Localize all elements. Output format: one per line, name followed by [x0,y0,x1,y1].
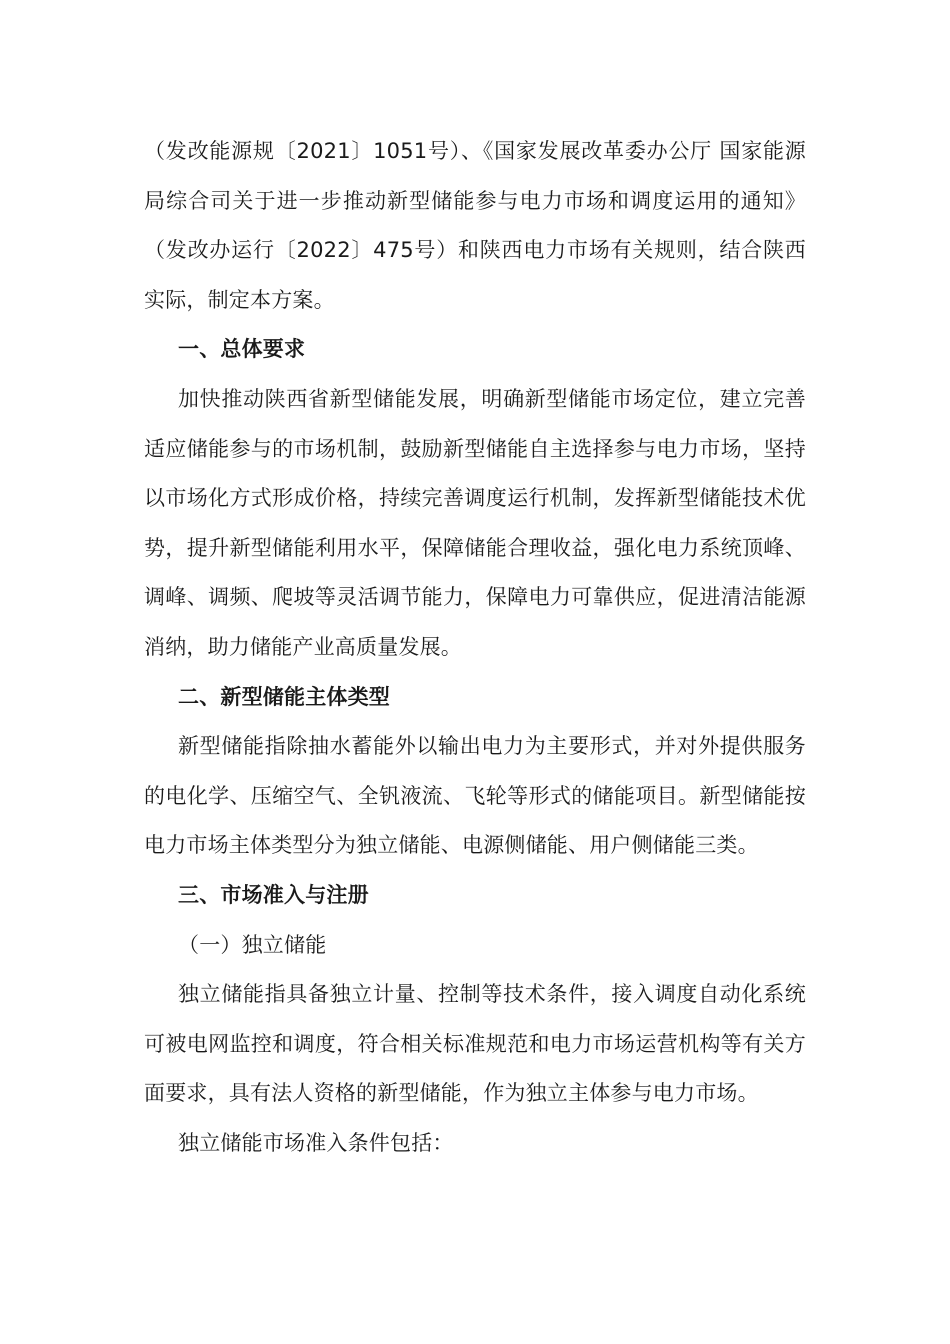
heading-storage-entity-types: 二、新型储能主体类型 [178,684,390,709]
paragraph-general-requirements: 加快推动陕西省新型储能发展，明确新型储能市场定位，建立完善适应储能参与的市场机制，鼓励新型储能自主选择参与电力市场，坚持以市场化方式形成价格，持续完善调度运行机制，发挥新型储能技术优势，提升新型储能利用水平，保障储能合理收益，强化电力系统顶峰、调峰、调频、爬坡等灵活调节能力，保障电力可靠供应，促进清洁能源消纳，助力储能产业高质量发展。 [144,386,806,659]
paragraph-independent-storage: 独立储能指具备独立计量、控制等技术条件，接入调度自动化系统可被电网监控和调度，符合相关标准规范和电力市场运营机构等有关方面要求，具有法人资格的新型储能，作为独立主体参与电力市场。 [144,982,806,1106]
subheading-independent-storage: （一）独立储能 [178,932,327,957]
paragraph-intro: （发改能源规〔2021〕1051号）、《国家发展改革委办公厅 国家能源局综合司关于进一步推动新型储能参与电力市场和调度运用的通知》（发改办运行〔2022〕475号）和陕西电力市场有关规则，结合陕西实际，制定本方案。 [144,139,806,312]
paragraph-access-conditions: 独立储能市场准入条件包括： [178,1130,454,1155]
paragraph-storage-entity-types: 新型储能指除抽水蓄能外以输出电力为主要形式，并对外提供服务的电化学、压缩空气、全钒液流、飞轮等形式的储能项目。新型储能按电力市场主体类型分为独立储能、电源侧储能、用户侧储能三类。 [144,734,806,858]
document-body [144,127,806,1168]
heading-market-access: 三、市场准入与注册 [178,882,369,907]
heading-general-requirements: 一、总体要求 [178,337,306,362]
